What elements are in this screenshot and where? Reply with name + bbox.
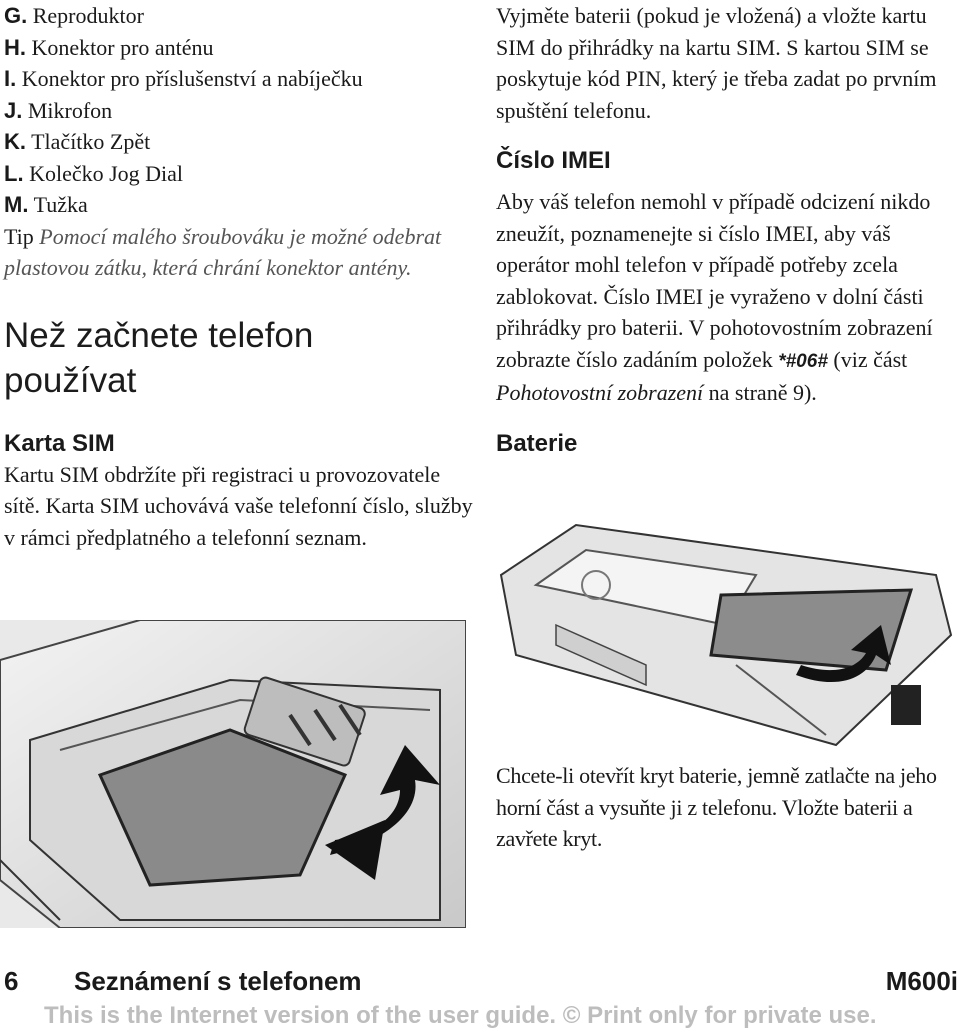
right-column	[496, 0, 958, 459]
sim-paragraph: Kartu SIM obdržíte při registraci u provozovatele sítě. Karta SIM uchovává vaše telefonní číslo, služby v rámci předplatného a telefonní seznam.	[4, 461, 473, 550]
footer-section-title: Seznámení s telefonem	[74, 966, 362, 996]
list-item: I. Konektor pro příslušenství a nabíječku	[4, 66, 363, 91]
parts-list	[4, 0, 474, 221]
battery-heading: Baterie	[496, 429, 578, 457]
battery-text-block	[496, 760, 958, 855]
battery-illustration	[496, 515, 958, 750]
page-footer	[0, 966, 960, 1029]
page-reference-link: Pohotovostní zobrazení	[496, 380, 704, 405]
left-column	[4, 0, 474, 553]
list-item: G. Reproduktor	[4, 3, 144, 28]
sim-insert-paragraph: Vyjměte baterii (pokud je vložená) a vložte kartu SIM do přihrádky na kartu SIM. S kartou SIM se poskytuje kód PIN, který je třeba zadat po prvním spuštění telefonu.	[496, 3, 937, 123]
list-item: L. Kolečko Jog Dial	[4, 160, 184, 186]
list-item: J. Mikrofon	[4, 97, 113, 123]
section-title: Než začnete telefon používat	[4, 315, 314, 400]
tip-note: Tip Pomocí malého šroubováku je možné odebrat plastovou zátku, která chrání konektor antény.	[4, 223, 442, 280]
page-number: 6	[4, 966, 19, 996]
model-name: M600i	[885, 966, 958, 996]
list-item: K. Tlačítko Zpět	[4, 129, 151, 154]
list-item: H. Konektor pro anténu	[4, 34, 214, 60]
imei-paragraph: Aby váš telefon nemohl v případě odcizení nikdo zneužít, poznamenejte si číslo IMEI, aby váš operátor mohl telefon v případě potřeby zcela zablokovat. Číslo IMEI je vyraženo v dolní části přihrádky pro baterii. V pohotovostním zobrazení zobrazte číslo zadáním položek *#06# (viz část Pohotovostní zobrazení na straně 9).	[496, 189, 933, 405]
imei-heading: Číslo IMEI	[496, 147, 611, 174]
disclaimer: This is the Internet version of the user guide. © Print only for private use.	[44, 1002, 877, 1029]
sim-card-illustration	[0, 620, 466, 928]
imei-code: *#06#	[778, 350, 828, 372]
sim-heading: Karta SIM	[4, 429, 115, 457]
battery-paragraph: Chcete-li otevřít kryt baterie, jemně zatlačte na jeho horní část a vysuňte ji z telefonu. Vložte baterii a zavřete kryt.	[496, 763, 937, 851]
list-item: M. Tužka	[4, 192, 88, 217]
